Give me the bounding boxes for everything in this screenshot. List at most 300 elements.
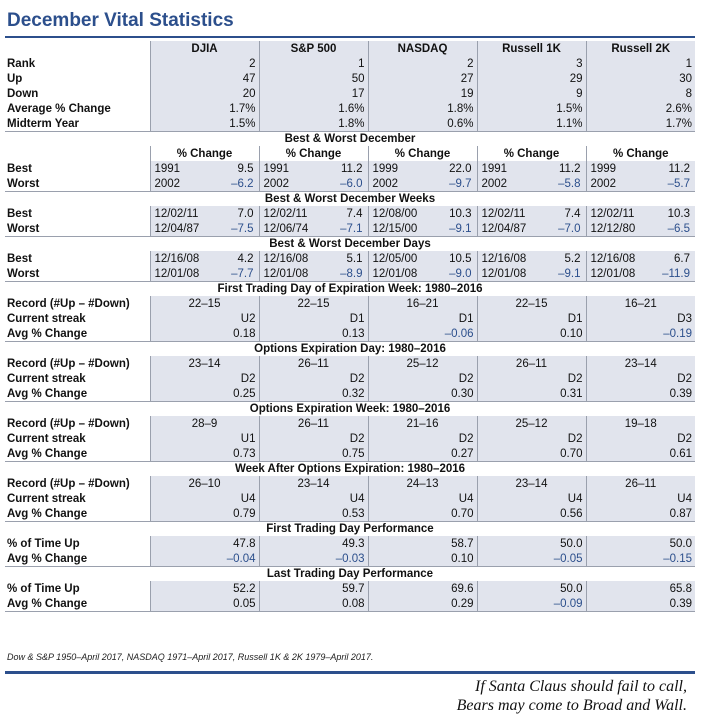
row-value: 3 bbox=[477, 56, 586, 71]
value-change: –7.5 bbox=[231, 222, 254, 235]
row-value-pair bbox=[586, 161, 695, 176]
row-value: D1 bbox=[477, 311, 586, 326]
row-value: 9 bbox=[477, 86, 586, 101]
row-value: 0.08 bbox=[259, 596, 368, 612]
row-value-pair bbox=[368, 221, 477, 237]
row-label: Up bbox=[7, 72, 23, 85]
value-date: 12/05/00 bbox=[372, 252, 418, 265]
row-label: Best bbox=[7, 252, 32, 265]
row-value: 0.70 bbox=[368, 506, 477, 522]
row-value: 27 bbox=[368, 71, 477, 86]
row-value-pair bbox=[368, 206, 477, 221]
data-row bbox=[5, 596, 695, 612]
data-row bbox=[5, 326, 695, 342]
section-heading: First Trading Day Performance bbox=[266, 523, 434, 535]
value-date: 2002 bbox=[481, 177, 508, 190]
value-date: 12/08/00 bbox=[372, 207, 418, 220]
row-value: 17 bbox=[259, 86, 368, 101]
row-label: % of Time Up bbox=[7, 582, 80, 595]
value-pair bbox=[480, 207, 584, 221]
value-pair bbox=[153, 252, 257, 266]
row-value: 0.29 bbox=[368, 596, 477, 612]
data-row bbox=[5, 206, 695, 221]
section-heading: Best & Worst December Weeks bbox=[264, 193, 436, 205]
row-value: 25–12 bbox=[477, 416, 586, 431]
row-value: 1 bbox=[586, 56, 695, 71]
row-value: 0.73 bbox=[150, 446, 259, 462]
row-value-pair bbox=[150, 221, 259, 237]
row-label: Best bbox=[7, 162, 32, 175]
row-value: D2 bbox=[259, 371, 368, 386]
value-date: 12/04/87 bbox=[481, 222, 527, 235]
row-value-pair bbox=[368, 161, 477, 176]
row-value: 50.0 bbox=[477, 536, 586, 551]
value-pair bbox=[589, 222, 694, 236]
row-value: –0.19 bbox=[586, 326, 695, 342]
column-header: Russell 1K bbox=[477, 41, 586, 56]
row-label: % of Time Up bbox=[7, 537, 80, 550]
value-change: –7.7 bbox=[231, 267, 254, 280]
row-value: 58.7 bbox=[368, 536, 477, 551]
value-pair bbox=[262, 162, 366, 176]
column-header: Russell 2K bbox=[586, 41, 695, 56]
row-value: 1.7% bbox=[150, 101, 259, 116]
row-value-pair bbox=[477, 251, 586, 266]
row-value: 0.30 bbox=[368, 386, 477, 402]
row-label: Avg % Change bbox=[5, 446, 150, 462]
value-pair bbox=[153, 207, 257, 221]
section-heading-row bbox=[5, 192, 695, 207]
row-value-pair bbox=[477, 266, 586, 282]
value-date: 12/02/11 bbox=[263, 207, 308, 220]
row-value: 23–14 bbox=[586, 356, 695, 371]
value-change: –7.1 bbox=[340, 222, 363, 235]
row-value: 0.31 bbox=[477, 386, 586, 402]
value-pair bbox=[153, 267, 257, 281]
bottom-rule bbox=[5, 671, 695, 674]
data-row bbox=[5, 431, 695, 446]
value-date: 12/02/11 bbox=[590, 207, 635, 220]
data-row bbox=[5, 446, 695, 462]
row-value: 0.10 bbox=[477, 326, 586, 342]
row-value: U4 bbox=[259, 491, 368, 506]
value-date: 12/16/08 bbox=[263, 252, 309, 265]
value-change: –9.7 bbox=[449, 177, 472, 190]
row-value-pair bbox=[150, 251, 259, 266]
data-row bbox=[5, 356, 695, 371]
value-change: 9.5 bbox=[237, 162, 254, 175]
row-value-pair bbox=[477, 206, 586, 221]
quote-line-2: Bears may come to Broad and Wall. bbox=[456, 697, 687, 714]
data-row bbox=[5, 71, 695, 86]
value-date: 12/01/08 bbox=[481, 267, 527, 280]
section-heading-row bbox=[5, 522, 695, 537]
value-change: 11.2 bbox=[668, 162, 690, 175]
data-row bbox=[5, 101, 695, 116]
row-label: Record (#Up – #Down) bbox=[7, 297, 130, 310]
row-value-pair bbox=[150, 206, 259, 221]
data-row bbox=[5, 161, 695, 176]
row-label: Avg % Change bbox=[5, 326, 150, 342]
row-value: 1.7% bbox=[586, 116, 695, 132]
row-value: –0.04 bbox=[150, 551, 259, 567]
row-value: –0.06 bbox=[368, 326, 477, 342]
section-heading-row bbox=[5, 402, 695, 417]
row-value: –0.05 bbox=[477, 551, 586, 567]
row-value: 0.39 bbox=[586, 596, 695, 612]
row-value: 26–11 bbox=[259, 356, 368, 371]
value-pair bbox=[480, 162, 584, 176]
row-value: 50 bbox=[259, 71, 368, 86]
row-value: 22–15 bbox=[259, 296, 368, 311]
row-value: 49.3 bbox=[259, 536, 368, 551]
row-value: –0.15 bbox=[586, 551, 695, 567]
row-value: 0.6% bbox=[368, 116, 477, 132]
value-change: –7.0 bbox=[558, 222, 581, 235]
row-label: Worst bbox=[5, 221, 150, 237]
value-date: 2002 bbox=[154, 177, 181, 190]
row-value-pair bbox=[368, 176, 477, 192]
row-value: 30 bbox=[586, 71, 695, 86]
data-row bbox=[5, 536, 695, 551]
subheader-row bbox=[5, 146, 695, 161]
value-date: 12/04/87 bbox=[154, 222, 200, 235]
data-row bbox=[5, 176, 695, 192]
row-label: Current streak bbox=[7, 372, 86, 385]
row-value-pair bbox=[259, 161, 368, 176]
row-label: Worst bbox=[5, 176, 150, 192]
row-label: Record (#Up – #Down) bbox=[7, 417, 130, 430]
row-value-pair bbox=[368, 251, 477, 266]
section-heading: Best & Worst December bbox=[284, 133, 416, 145]
subheader-blank bbox=[5, 146, 150, 161]
value-date: 1991 bbox=[481, 162, 508, 175]
column-header-row bbox=[5, 41, 695, 56]
data-row bbox=[5, 416, 695, 431]
row-label: Down bbox=[7, 87, 39, 100]
row-value: 50.0 bbox=[586, 536, 695, 551]
row-value-pair bbox=[259, 251, 368, 266]
row-value: U4 bbox=[477, 491, 586, 506]
section-heading: Week After Options Expiration: 1980–2016 bbox=[234, 463, 466, 475]
value-date: 2002 bbox=[372, 177, 399, 190]
row-label: Best bbox=[7, 207, 32, 220]
row-value-pair bbox=[586, 221, 695, 237]
row-value: 0.79 bbox=[150, 506, 259, 522]
row-value: D2 bbox=[150, 371, 259, 386]
value-pair bbox=[262, 207, 366, 221]
row-value: 25–12 bbox=[368, 356, 477, 371]
row-value: 52.2 bbox=[150, 581, 259, 596]
row-value: –0.03 bbox=[259, 551, 368, 567]
row-value-pair bbox=[150, 176, 259, 192]
value-change: –5.8 bbox=[558, 177, 581, 190]
row-label: Record (#Up – #Down) bbox=[7, 357, 130, 370]
value-pair bbox=[371, 162, 475, 176]
value-change: –8.9 bbox=[340, 267, 363, 280]
value-change: –9.1 bbox=[449, 222, 472, 235]
value-pair bbox=[589, 162, 694, 176]
row-value: 1.5% bbox=[477, 101, 586, 116]
row-label: Avg % Change bbox=[5, 551, 150, 567]
row-value-pair bbox=[586, 206, 695, 221]
value-pair bbox=[480, 177, 584, 191]
data-row bbox=[5, 221, 695, 237]
value-change: 10.3 bbox=[667, 207, 690, 220]
row-value: 26–10 bbox=[150, 476, 259, 491]
row-value-pair bbox=[259, 176, 368, 192]
subheader-pct-change: % Change bbox=[150, 146, 259, 161]
row-value: 0.18 bbox=[150, 326, 259, 342]
value-date: 12/02/11 bbox=[154, 207, 199, 220]
value-date: 1999 bbox=[590, 162, 617, 175]
value-pair bbox=[480, 222, 584, 236]
row-value: 0.56 bbox=[477, 506, 586, 522]
row-value: 0.87 bbox=[586, 506, 695, 522]
row-value: 0.32 bbox=[259, 386, 368, 402]
row-value: 0.10 bbox=[368, 551, 477, 567]
quote bbox=[457, 677, 687, 715]
row-value: D2 bbox=[368, 431, 477, 446]
row-value: 21–16 bbox=[368, 416, 477, 431]
value-change: 10.5 bbox=[449, 252, 472, 265]
row-value: 23–14 bbox=[477, 476, 586, 491]
value-pair bbox=[371, 207, 475, 221]
stats-table-wrap bbox=[5, 41, 695, 612]
row-value-pair bbox=[586, 176, 695, 192]
value-date: 1991 bbox=[154, 162, 181, 175]
row-value: 23–14 bbox=[259, 476, 368, 491]
row-value: U1 bbox=[150, 431, 259, 446]
value-change: 7.0 bbox=[237, 207, 254, 220]
data-row bbox=[5, 491, 695, 506]
value-change: 7.4 bbox=[564, 207, 581, 220]
row-value-pair bbox=[477, 221, 586, 237]
row-value: D2 bbox=[586, 431, 695, 446]
value-change: 6.7 bbox=[674, 252, 690, 265]
data-row bbox=[5, 506, 695, 522]
row-value: 0.25 bbox=[150, 386, 259, 402]
stats-table-body bbox=[5, 41, 695, 612]
value-pair bbox=[262, 267, 366, 281]
row-label: Avg % Change bbox=[5, 596, 150, 612]
value-pair bbox=[262, 177, 366, 191]
data-row bbox=[5, 311, 695, 326]
row-value-pair bbox=[586, 251, 695, 266]
row-value: 16–21 bbox=[368, 296, 477, 311]
row-label: Current streak bbox=[7, 312, 86, 325]
row-value: 20 bbox=[150, 86, 259, 101]
data-row bbox=[5, 116, 695, 132]
row-value: D2 bbox=[477, 371, 586, 386]
row-value: 22–15 bbox=[150, 296, 259, 311]
row-value: U4 bbox=[368, 491, 477, 506]
column-header: NASDAQ bbox=[368, 41, 477, 56]
value-change: –11.9 bbox=[662, 267, 690, 280]
section-heading: Options Expiration Day: 1980–2016 bbox=[254, 343, 446, 355]
row-value-pair bbox=[259, 206, 368, 221]
quote-line-1: If Santa Claus should fail to call, bbox=[474, 678, 687, 695]
value-pair bbox=[589, 207, 694, 221]
value-change: –9.1 bbox=[558, 267, 581, 280]
value-pair bbox=[153, 162, 257, 176]
stats-table bbox=[5, 41, 695, 612]
data-row bbox=[5, 386, 695, 402]
value-change: 11.2 bbox=[340, 162, 363, 175]
value-pair bbox=[262, 222, 366, 236]
row-label: Rank bbox=[7, 57, 36, 70]
row-value: 19 bbox=[368, 86, 477, 101]
section-heading-row bbox=[5, 282, 695, 297]
row-label: Current streak bbox=[7, 432, 86, 445]
row-value-pair bbox=[586, 266, 695, 282]
value-pair bbox=[371, 222, 475, 236]
section-heading: Best & Worst December Days bbox=[269, 238, 431, 250]
value-change: –5.7 bbox=[667, 177, 690, 190]
value-date: 12/16/08 bbox=[590, 252, 636, 265]
row-value: 29 bbox=[477, 71, 586, 86]
value-date: 12/16/08 bbox=[481, 252, 527, 265]
row-value: 2 bbox=[368, 56, 477, 71]
data-row bbox=[5, 551, 695, 567]
value-change: –6.2 bbox=[231, 177, 254, 190]
value-change: –9.0 bbox=[449, 267, 472, 280]
section-heading-row bbox=[5, 132, 695, 147]
subheader-pct-change: % Change bbox=[477, 146, 586, 161]
value-pair bbox=[480, 252, 584, 266]
value-change: 5.2 bbox=[564, 252, 581, 265]
data-row bbox=[5, 56, 695, 71]
row-value: 69.6 bbox=[368, 581, 477, 596]
row-value-pair bbox=[150, 161, 259, 176]
row-value: 1 bbox=[259, 56, 368, 71]
value-date: 2002 bbox=[590, 177, 617, 190]
value-change: 4.2 bbox=[237, 252, 254, 265]
value-pair bbox=[262, 252, 366, 266]
title-rule bbox=[5, 36, 695, 38]
row-value: D2 bbox=[259, 431, 368, 446]
data-row bbox=[5, 371, 695, 386]
subheader-pct-change: % Change bbox=[368, 146, 477, 161]
row-value: 22–15 bbox=[477, 296, 586, 311]
row-value: D2 bbox=[477, 431, 586, 446]
column-header: DJIA bbox=[150, 41, 259, 56]
row-value: 1.8% bbox=[368, 101, 477, 116]
row-label: Record (#Up – #Down) bbox=[7, 477, 130, 490]
row-label: Midterm Year bbox=[5, 116, 150, 132]
header-blank bbox=[5, 41, 150, 56]
row-label: Avg % Change bbox=[5, 506, 150, 522]
value-date: 12/01/08 bbox=[590, 267, 636, 280]
row-value: 47.8 bbox=[150, 536, 259, 551]
row-value: U2 bbox=[150, 311, 259, 326]
row-value: 24–13 bbox=[368, 476, 477, 491]
row-value: U4 bbox=[586, 491, 695, 506]
row-value-pair bbox=[259, 221, 368, 237]
column-header: S&P 500 bbox=[259, 41, 368, 56]
row-value: 0.70 bbox=[477, 446, 586, 462]
row-value: 0.05 bbox=[150, 596, 259, 612]
row-value: 1.8% bbox=[259, 116, 368, 132]
value-date: 12/01/08 bbox=[154, 267, 200, 280]
row-value: 1.5% bbox=[150, 116, 259, 132]
value-pair bbox=[480, 267, 584, 281]
row-value: 16–21 bbox=[586, 296, 695, 311]
row-value: 0.61 bbox=[586, 446, 695, 462]
section-heading-row bbox=[5, 567, 695, 582]
data-row bbox=[5, 476, 695, 491]
row-value-pair bbox=[259, 266, 368, 282]
row-value: 0.75 bbox=[259, 446, 368, 462]
value-date: 12/01/08 bbox=[372, 267, 418, 280]
row-value: 50.0 bbox=[477, 581, 586, 596]
row-label: Average % Change bbox=[7, 102, 111, 115]
value-date: 2002 bbox=[263, 177, 290, 190]
value-pair bbox=[371, 177, 475, 191]
value-date: 12/15/00 bbox=[372, 222, 418, 235]
value-change: 10.3 bbox=[449, 207, 472, 220]
data-row bbox=[5, 296, 695, 311]
row-value: 0.53 bbox=[259, 506, 368, 522]
row-value: 1.6% bbox=[259, 101, 368, 116]
section-heading: Last Trading Day Performance bbox=[266, 568, 434, 580]
value-date: 1999 bbox=[372, 162, 399, 175]
value-change: 11.2 bbox=[558, 162, 581, 175]
row-value: 26–11 bbox=[586, 476, 695, 491]
row-value: D2 bbox=[368, 371, 477, 386]
row-value: 2.6% bbox=[586, 101, 695, 116]
value-date: 12/01/08 bbox=[263, 267, 309, 280]
row-label: Avg % Change bbox=[5, 386, 150, 402]
row-label: Current streak bbox=[7, 492, 86, 505]
row-value: 1.1% bbox=[477, 116, 586, 132]
value-change: 7.4 bbox=[346, 207, 363, 220]
row-value: 0.39 bbox=[586, 386, 695, 402]
subheader-pct-change: % Change bbox=[259, 146, 368, 161]
section-heading: First Trading Day of Expiration Week: 1980–2016 bbox=[217, 283, 483, 295]
value-pair bbox=[589, 252, 694, 266]
row-value: 26–11 bbox=[259, 416, 368, 431]
row-value-pair bbox=[477, 161, 586, 176]
page-title: December Vital Statistics bbox=[7, 10, 234, 31]
subheader-pct-change: % Change bbox=[586, 146, 695, 161]
value-change: –6.5 bbox=[667, 222, 690, 235]
value-pair bbox=[371, 267, 475, 281]
data-row bbox=[5, 581, 695, 596]
row-value: 8 bbox=[586, 86, 695, 101]
section-heading: Options Expiration Week: 1980–2016 bbox=[249, 403, 451, 415]
row-value-pair bbox=[150, 266, 259, 282]
row-value: 59.7 bbox=[259, 581, 368, 596]
section-heading-row bbox=[5, 342, 695, 357]
row-value: 2 bbox=[150, 56, 259, 71]
value-date: 12/02/11 bbox=[481, 207, 526, 220]
row-value: 65.8 bbox=[586, 581, 695, 596]
value-date: 12/16/08 bbox=[154, 252, 200, 265]
value-change: 5.1 bbox=[346, 252, 363, 265]
row-label: Worst bbox=[5, 266, 150, 282]
row-value-pair bbox=[477, 176, 586, 192]
value-pair bbox=[589, 267, 694, 281]
row-value: D2 bbox=[586, 371, 695, 386]
value-pair bbox=[153, 222, 257, 236]
row-value: –0.09 bbox=[477, 596, 586, 612]
value-date: 12/12/80 bbox=[590, 222, 636, 235]
row-value: 28–9 bbox=[150, 416, 259, 431]
value-pair bbox=[371, 252, 475, 266]
data-row bbox=[5, 86, 695, 101]
value-pair bbox=[153, 177, 257, 191]
